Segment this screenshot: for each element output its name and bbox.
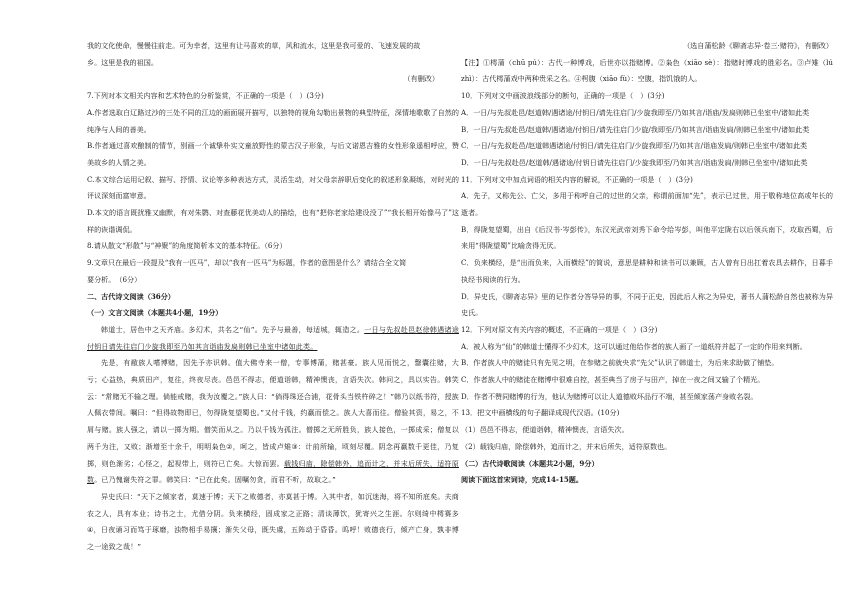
passage-text: 。已乃愧谢失符之罪。韩笑曰：“已在此矣。固嘱勿贪，而君不听，故取之。”	[94, 476, 336, 485]
question-7: 7.下列对本文相关内容和艺术特色的分析鉴赏，不正确的一项是（ ）(3分)	[87, 91, 324, 101]
passage-text: 韩道士，居色中之天齐庙。多幻术，共名之“仙”。先予与最善，每适城，辄造之。	[101, 325, 365, 334]
passage-paragraph-3: 异史氏曰：“天下之倾家者，莫速于博；天下之败德者，亦莫甚于博。入其中者，如沉迷海，将不知所底矣。夫商农之人，具有本业；诗书之士，尤借分阴。负来横经，固成家之正路；清谈薄饮，犹寄兴之生涯。尔则绮中樗赛多④，日夜诵习而笃于琢磨，浊物相手易攘；渐失父母，既失虞，五阵动于昏昏。呜呼！败德丧行，倾产亡身，孰非博之一途致之哉！”	[87, 492, 459, 552]
left-column	[87, 38, 459, 556]
option-7c: C.本文综合运用记叙、描写、抒情、议论等多种表达方式，灵活生动，对父母亲辞职后变化的叙述形象凝练，对时光的评议深刻而富审意。	[87, 174, 459, 201]
option-7d: D.本文的语言既扰雅又幽默，有对朱鹮、对查藤花优美动人的描绘，也有“把你老家给建设没了”“我长相开始像马了”这样的诙谐调侃。	[87, 208, 459, 234]
option-12a: A．被人称为“仙”的韩道士懂得不少幻术，这可以通过他给作者的族人画了一道纸符并起了一定的作用来判断。	[461, 341, 807, 351]
question-10: 10．下列对文中画波浪线部分的断句，正确的一项是（ ）(3分)	[461, 91, 665, 101]
passage-paragraph-2	[87, 355, 459, 489]
subsection-2-heading: （二）古代诗歌阅读（本题共2小题，9分）	[461, 458, 599, 468]
question-9-line: 9.文章只在最后一段提及“我有一匹马”，却以“我有一匹马”为标题，作者的意图是什么？请结合全文简	[87, 258, 407, 268]
option-11b: B．得陇复望蜀，出自《后汉书·岑彭传》，东汉光武帝刘秀下命令给岑彭，叫他平定陇右以后领兵南下，攻取西蜀，后来用“得陇望蜀”比喻贪得无厌。	[461, 224, 833, 251]
annotations: 【注】①樗蒲（chū pú）：古代一种博戏，后世亦以指赌博。②枭色（xiāo sè）：指赌时博戏的胜彩名。③卢雉（lú zhì）：古代樗蒲戏中两种贵采之名。④枵腹（xiāo fù）：空腹，指饥饿的人。	[461, 57, 833, 84]
question-12: 12．下列对原文有关内容的概述，不正确的一项是（ ）(3分)	[461, 324, 658, 334]
section-2-heading: 二、古代诗文阅读（36分）	[87, 291, 175, 301]
question-8: 8.请从散文“形散”与“神聚”的角度简析本文的基本特征。（6分）	[87, 241, 287, 251]
source-note: （有删改）	[403, 74, 439, 84]
underlined-sentence: 载钱归庙，除偿韩外，追而计之，并末后所失，适符原数	[87, 459, 459, 485]
passage-text: ，赌甚豪。族人见而悦之，罄囊往赌，大亏；心益热，典质田产，复往，终夜尽丧。邑邑不得志，便道诣韩，精神懊丧，言语失次。韩问之，具以实告。韩笑云：“常赌无不输之理。倘能戒赌，我为汝覆之。”族人曰：“倘得珠还合浦，花骨头当铁杵碎之！”韩乃以纸书符，授族人佩衣带间。嘱曰：“但得故物即已，勿得陇复望蜀也。”又付千钱，约赢而偿之。族人大喜而往。僧验其资，易之，不屑与赌。族人强之，请以一掷为期。僧笑而从之。乃以千钱为孤注。僧掷之无所胜负，族人接色，一掷成采；僧复以两千为注，又败；渐增至十余千，明明枭色②，呵之，皆成卢雉③：计前所输，顷刻尽覆。阴念再赢数千更佳，乃复掷，则色渐劣；心怪之，起视带上，则符已亡矣。大惊而罢。	[87, 359, 460, 468]
question-13-part-1: （1）邑邑不得志，便道诣韩，精神懊丧，言语失次。	[461, 425, 629, 435]
question-13: 13．把文中画横线的句子翻译成现代汉语。(10分)	[461, 408, 620, 418]
passage-paragraph-1	[87, 322, 459, 355]
option-11a: A．先子，又称先公、亡父，多用于称呼自己的过世的父亲，称谓前面加“先”，表示已过世，用于敬称地位高或年长的逝者。	[461, 191, 833, 218]
option-10d: D．一日/与先叔赴邑/赵道韩/遇诸途/付钥日请先往启门/少旋我即至/乃如其言/诣庙发扃/则韩已坐室中/诸如此类	[461, 157, 808, 167]
passage-text: 先是，有敝族人嗜博赌，因先予亦识韩。值大佛寺来一僧，专事博蒲	[101, 359, 325, 368]
subsection-2-instructions: 阅读下面这首宋词诗，完成14-15题。	[461, 475, 583, 485]
option-10c: C．一日/与先叔赴邑/赵道韩遇诸途/付钥日/请先往启门/少旋我即至/乃如其言/诣庙发扃/则韩已坐室中/诸如此类	[461, 141, 808, 151]
option-11c: C．负来横经，是“出而负来，入而横经”的简说，意思是耕种和读书可以兼顾，古人曾有日出扛着农具去耕作，日暮手执经书阅读的行为。	[461, 258, 833, 284]
question-11: 11．下列对文中加点词语的相关内容的解说，不正确的一项是（ ）(3分)	[461, 174, 693, 184]
question-13-part-2: （2）载钱归庙，除偿韩外，追而计之，并末后所失，适符原数也。	[461, 441, 672, 451]
option-11d: D．异史氏，《聊斋志异》里的记作者分答导异的事，不同于正史，因此后人称之为异史，著书人蒲松龄自然也被称为异史氏。	[461, 291, 833, 318]
intro-line: 我的文化使命，慢慢往前走。可为幸者，这里有让马喜欢的草，风和流水，这里是我可爱的、飞速发展的故	[87, 41, 421, 50]
question-9-line: 要分析。 （6分）	[87, 274, 142, 284]
option-7b: B.作者通过喜欢酿制的情节，别画一个诚挚朴实文童放野性的蒙古汉子形象，与后文诺恩吉雅的女性形象遥相呼应，赞美故乡的人情之美。	[87, 141, 459, 167]
option-12b: B．作者族人中的赌徒只有先见之明，在参赌之前就央求“先父”认识了韩道士，为后来求助做了铺垫。	[461, 358, 779, 368]
option-7a: A.作者选取白辽路过沙的三处不同的江边的画面展开描写，以独特的视角勾勒出景物的典型特征，深情地歌歌了自然的纯净与人间的善美。	[87, 107, 459, 134]
option-12c: C．作者族人中的赌徒在赌博中很难自控，甚至典当了房子与田产，掉在一夜之间又输了个精光。	[461, 375, 765, 385]
wavy-underlined-sentence: 一日与先叔赴邑赵徐韩遇诸途付钥日请先往启门少旋我即至乃如其言诣庙发扃则韩已坐室中诸如此类。	[87, 325, 459, 351]
right-column	[461, 38, 833, 489]
subsection-1-heading: （一）文言文阅读（本题共4小题，19分）	[87, 308, 223, 318]
option-10b: B．一日/与先叔赴邑/赵道韩/遇诸途/付钥日/请先往启门少旋/我即至/乃如其言/诣庙发扃/则韩已坐室中/诸如此类	[461, 124, 810, 134]
intro-line: 乡。这里是我的祖国。	[87, 57, 158, 67]
option-12d: D．作者不赞同赌博的行为，他认为赌博可以让人道德败坏品行不端，甚至倾家荡产身败名裂。	[461, 391, 758, 401]
option-10a: A．一日/与先叔赴邑/赵道韩/遇诸途/付钥日/请先往启门/少旋我即至/乃如其言/诣庙/发扃则韩已坐室中/诸如此类	[461, 107, 810, 117]
source-citation: （选自蒲松龄《聊斋志异·卷三·赌符》，有删改）	[683, 41, 833, 50]
